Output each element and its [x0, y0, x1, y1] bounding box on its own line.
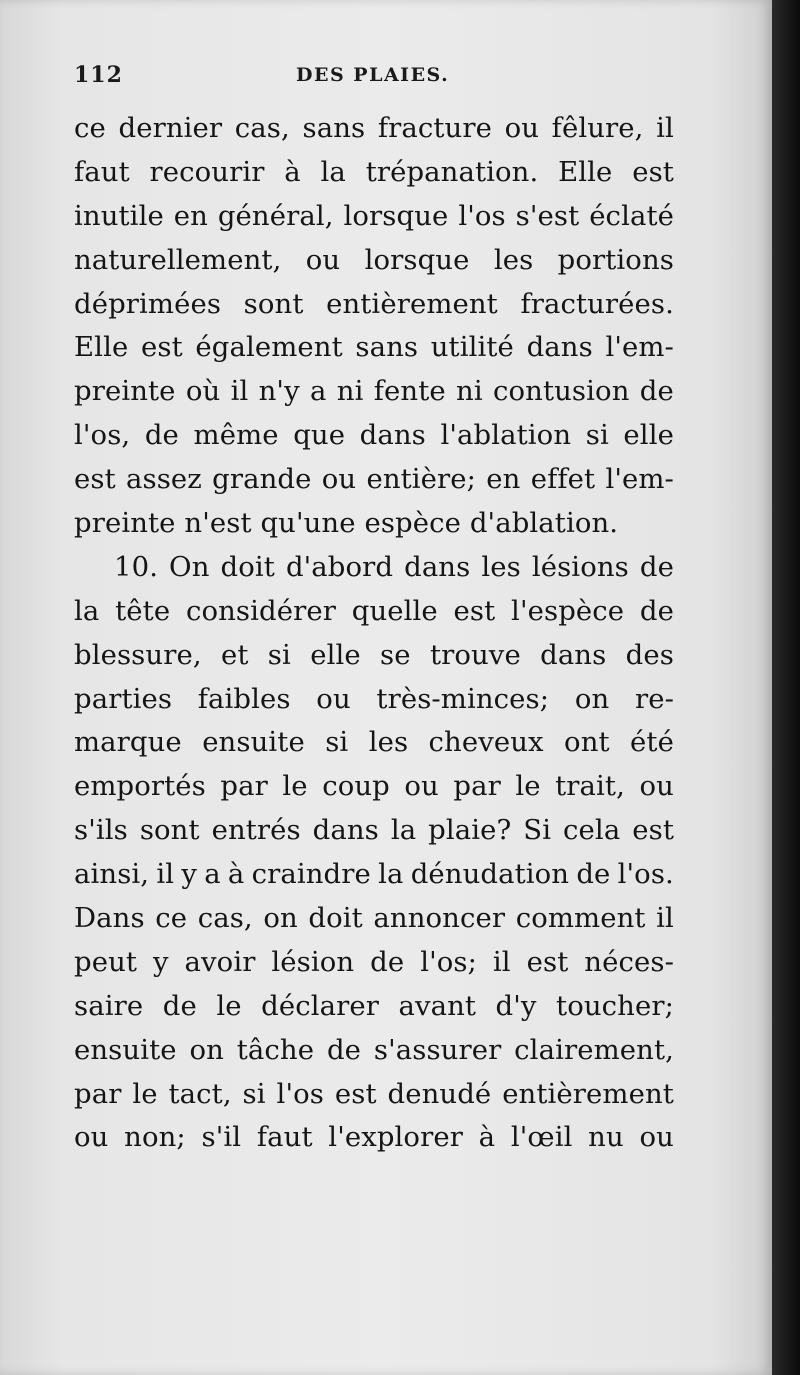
word: sont: [139, 814, 200, 847]
word: s'assurer: [373, 1033, 502, 1066]
word: Si: [523, 814, 552, 847]
word: ou: [639, 1121, 674, 1154]
text-line: [74, 502, 674, 546]
text-line: [74, 634, 674, 678]
word: dénudation: [410, 858, 570, 891]
word: le: [132, 1077, 158, 1110]
word: doit: [220, 550, 275, 583]
word: est: [632, 155, 674, 188]
word: s'il: [201, 1121, 242, 1154]
word: Elle: [74, 331, 129, 364]
word: recourir: [149, 155, 265, 188]
word: on: [189, 1033, 224, 1066]
text-line: [74, 458, 674, 502]
word: ni: [456, 375, 483, 408]
word: il: [656, 112, 674, 144]
word: fracture: [377, 112, 492, 144]
word: Elle: [558, 155, 613, 188]
word: ou: [404, 770, 439, 803]
word: la: [390, 814, 417, 847]
word: non;: [124, 1121, 186, 1154]
word: à: [227, 858, 245, 891]
word: l'os: [276, 1077, 324, 1110]
text-line: [74, 853, 674, 897]
word: ainsi,: [74, 858, 150, 891]
word: de: [144, 419, 179, 452]
word: lésions: [531, 550, 629, 583]
word: déprimées: [74, 287, 222, 320]
page-edge: [772, 0, 800, 1375]
word: toucher;: [556, 989, 674, 1022]
word: la: [320, 155, 346, 188]
word: entièrement: [326, 287, 498, 320]
word: l'em-: [605, 331, 674, 364]
word: Dans: [74, 902, 145, 935]
word: cela: [563, 814, 621, 847]
word: a: [204, 858, 221, 891]
word: les: [481, 550, 521, 583]
word: en: [173, 199, 208, 232]
word: avant: [398, 989, 477, 1022]
word: de: [370, 945, 405, 978]
word: d'abord: [285, 550, 394, 583]
word: le: [216, 989, 242, 1022]
word: plaie?: [428, 814, 512, 847]
word: entièrement: [502, 1077, 674, 1110]
word: inutile: [74, 199, 164, 232]
word: dans: [404, 550, 471, 583]
text-line: [74, 414, 674, 458]
word: comment: [515, 902, 646, 935]
word: elle: [623, 419, 674, 452]
word: a: [310, 375, 327, 408]
word: lésion: [271, 945, 355, 978]
word: si: [267, 638, 291, 671]
word: ni: [336, 375, 364, 408]
word: parties: [74, 682, 173, 715]
text-line: [74, 283, 674, 327]
page-header: [74, 62, 674, 98]
word: il: [156, 858, 175, 891]
word: on: [263, 902, 298, 935]
word: naturellement,: [74, 243, 282, 276]
word: sont: [243, 287, 304, 320]
word: ce: [155, 902, 188, 935]
word: été: [630, 726, 674, 759]
word: est: [453, 594, 496, 627]
word: et: [220, 638, 249, 671]
text-line: [74, 721, 674, 765]
word: l'em-: [605, 463, 674, 496]
word: blessure,: [74, 638, 202, 671]
word: également: [195, 331, 343, 364]
word: re-: [634, 682, 674, 715]
word: y: [181, 858, 197, 891]
word: peut: [74, 945, 138, 978]
word: à: [478, 1121, 496, 1154]
word: saire: [74, 989, 144, 1022]
word: en: [486, 463, 521, 496]
word: trépanation.: [365, 155, 539, 188]
word: emportés: [74, 770, 206, 803]
word: l'os,: [74, 419, 131, 452]
word: entrés: [211, 814, 301, 847]
word: faut: [74, 155, 130, 188]
text-line: [74, 326, 674, 370]
word: ou: [321, 463, 357, 496]
word: marque: [74, 726, 182, 759]
word: la: [378, 858, 404, 891]
word: il: [656, 902, 674, 935]
word: néces-: [584, 945, 674, 978]
word: cas,: [197, 902, 253, 935]
word: par: [220, 770, 268, 803]
text-line: [74, 765, 674, 809]
word: cheveux: [428, 726, 544, 759]
word: dans: [540, 638, 607, 671]
word: l'explorer: [328, 1121, 463, 1154]
word: dans: [359, 419, 426, 452]
word: faut: [256, 1121, 313, 1154]
running-title: DES PLAIES.: [296, 64, 450, 86]
word: est: [632, 814, 674, 847]
word: est: [526, 945, 569, 978]
word: d'y: [495, 989, 537, 1022]
word: fente: [373, 375, 446, 408]
word: par: [74, 1077, 122, 1110]
word: considérer: [185, 594, 336, 627]
word: avoir: [184, 945, 256, 978]
text-line: [74, 239, 674, 283]
word: les: [368, 726, 409, 759]
word: fêlure,: [551, 112, 644, 144]
word: 10.: [114, 550, 159, 583]
word: y: [152, 945, 169, 978]
word: sans: [302, 112, 366, 144]
word: tête: [115, 594, 171, 627]
word: éclaté: [589, 199, 674, 232]
word: annoncer: [373, 902, 506, 935]
text-line: [74, 590, 674, 634]
word: lorsque: [343, 199, 449, 232]
word: dernier: [118, 112, 223, 144]
word: de: [639, 550, 674, 583]
word: de: [162, 989, 197, 1022]
word: ou: [316, 682, 351, 715]
word: de: [576, 858, 611, 891]
word: que: [293, 419, 346, 452]
word: faibles: [197, 682, 291, 715]
word: des: [625, 638, 674, 671]
word: les: [493, 243, 534, 276]
word: On: [169, 550, 210, 583]
word: déclarer: [261, 989, 379, 1022]
word: de: [326, 1033, 362, 1066]
word: se: [380, 638, 411, 671]
word: l'ablation: [440, 419, 572, 452]
word: entière;: [366, 463, 477, 496]
word: s'ils: [74, 814, 128, 847]
word: est: [140, 331, 183, 364]
body-text: [74, 107, 674, 1160]
word: preinte: [74, 375, 176, 408]
word: craindre: [251, 858, 371, 891]
text-line: [74, 678, 674, 722]
word: trait,: [555, 770, 625, 803]
word: utilité: [430, 331, 514, 364]
word: dans: [526, 331, 593, 364]
word: l'os;: [420, 945, 477, 978]
word: il: [492, 945, 511, 978]
word: on: [574, 682, 610, 715]
word: il: [230, 375, 249, 408]
text-line: [74, 985, 674, 1029]
text-line: [74, 195, 674, 239]
word: n'y: [258, 375, 300, 408]
word: même: [193, 419, 279, 452]
word: la: [74, 594, 100, 627]
word: général,: [217, 199, 334, 232]
word: ou: [639, 770, 674, 803]
word: le: [282, 770, 308, 803]
word: l'espèce: [511, 594, 625, 627]
text-line: [74, 897, 674, 941]
word: si: [325, 726, 349, 759]
word: effet: [530, 463, 596, 496]
word: doit: [308, 902, 363, 935]
word: ou: [305, 243, 341, 276]
text-line: [74, 1116, 674, 1160]
word: est: [334, 1077, 377, 1110]
word: si: [585, 419, 609, 452]
word: ou: [504, 112, 540, 144]
text-line: [74, 546, 674, 590]
word: s'est: [515, 199, 580, 232]
text-line: [74, 1073, 674, 1117]
word: à: [284, 155, 301, 188]
word: trouve: [429, 638, 521, 671]
text-line: [74, 809, 674, 853]
word: ensuite: [74, 1033, 177, 1066]
text-line: [74, 370, 674, 414]
page-number: 112: [74, 62, 123, 88]
word: lorsque: [364, 243, 470, 276]
text-line: [74, 151, 674, 195]
word: par: [453, 770, 501, 803]
word: l'os: [458, 199, 506, 232]
word: nu: [588, 1121, 624, 1154]
word: cas,: [234, 112, 290, 144]
text-line: [74, 941, 674, 985]
word: si: [242, 1077, 266, 1110]
word: tâche: [236, 1033, 315, 1066]
word: de: [639, 375, 674, 408]
word: l'os.: [617, 858, 674, 891]
word: dans: [312, 814, 379, 847]
word: elle: [310, 638, 361, 671]
word: très-minces;: [376, 682, 550, 715]
word: clairement,: [514, 1033, 674, 1066]
word: portions: [557, 243, 674, 276]
word: ont: [564, 726, 610, 759]
word: grande: [212, 463, 312, 496]
word: le: [515, 770, 541, 803]
word: où: [185, 375, 221, 408]
word: sans: [355, 331, 419, 364]
word: ou: [74, 1121, 109, 1154]
word: tact,: [168, 1077, 232, 1110]
word: contusion: [493, 375, 630, 408]
word: quelle: [351, 594, 438, 627]
text-line: [74, 1029, 674, 1073]
line-text: preinte n'est qu'une espèce d'ablation.: [74, 507, 619, 540]
word: ensuite: [202, 726, 305, 759]
word: l'œil: [510, 1121, 573, 1154]
word: ce: [74, 112, 106, 144]
word: assez: [126, 463, 202, 496]
word: coup: [322, 770, 390, 803]
word: denudé: [387, 1077, 492, 1110]
word: est: [74, 463, 116, 496]
text-line: [74, 107, 674, 151]
word: fracturées.: [520, 287, 674, 320]
word: de: [639, 594, 674, 627]
